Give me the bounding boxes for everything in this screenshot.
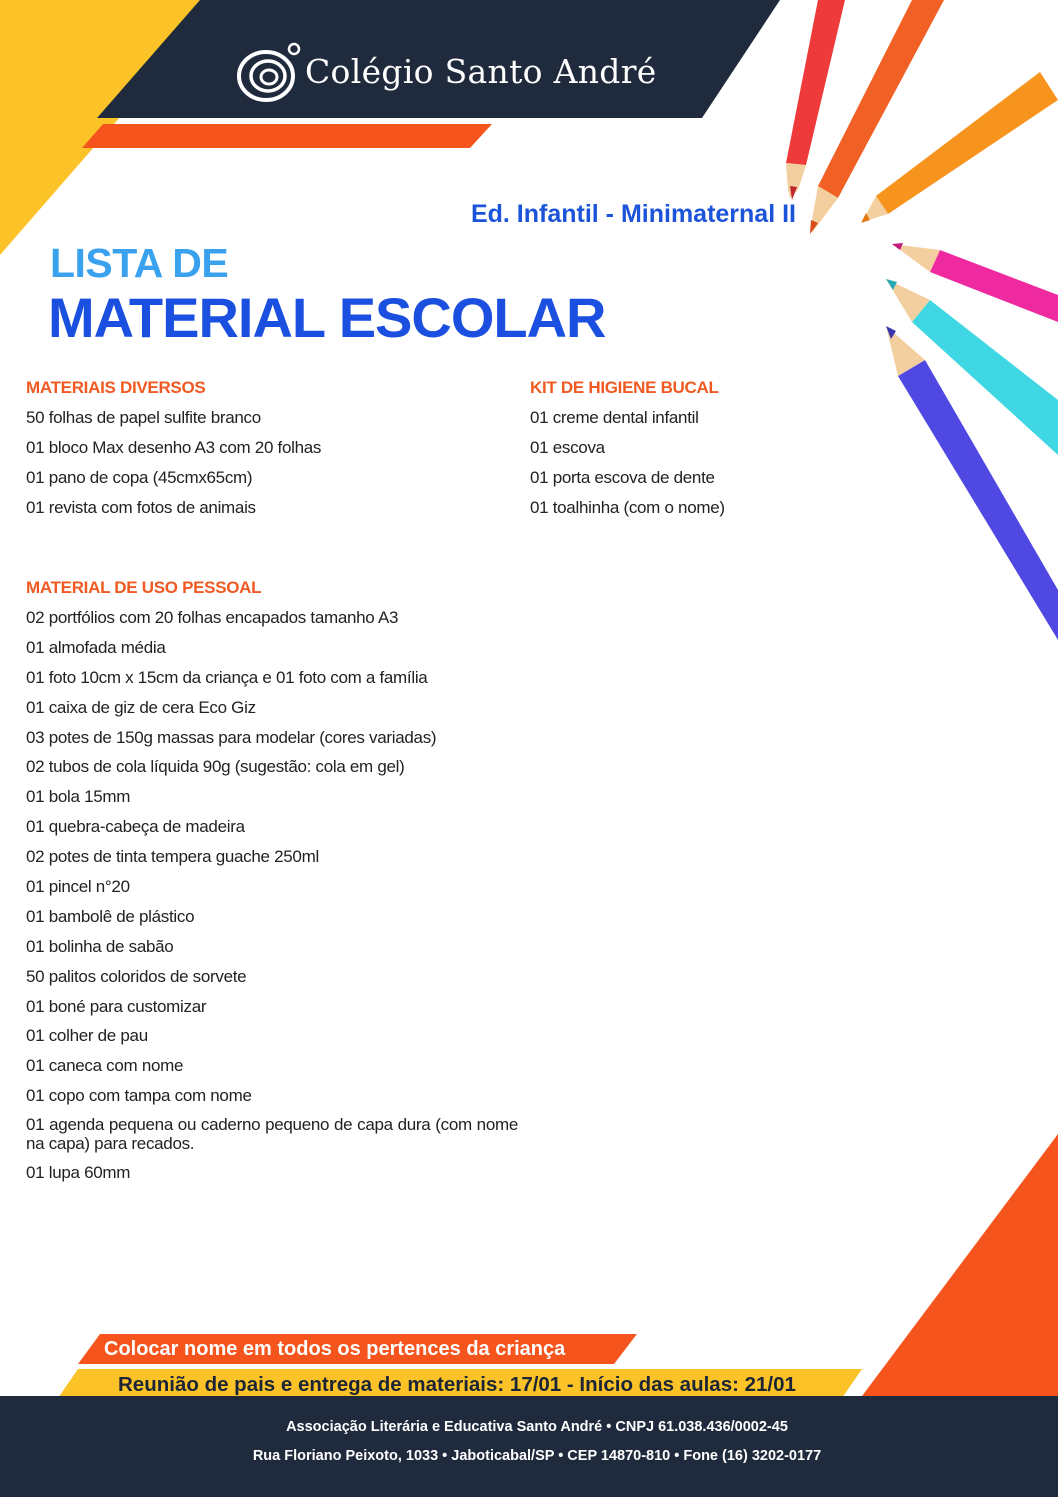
footer-address-line-2: Rua Floriano Peixoto, 1033 • Jaboticabal/SP • CEP 14870-810 • Fone (16) 3202-0177 [252,1448,822,1464]
page-title-line-2: MATERIAL ESCOLAR [48,286,606,349]
list-item: 01 quebra-cabeça de madeira [26,817,245,837]
list-item: 01 porta escova de dente [530,468,715,487]
list-item: 50 folhas de papel sulfite branco [26,408,261,427]
list-item: 01 foto 10cm x 15cm da criança e 01 foto com a família [26,667,428,687]
list-item: 02 tubos de cola líquida 90g (sugestão: cola em gel) [26,757,405,777]
list-item: 01 escova [530,438,605,457]
section-materiais-diversos [26,378,526,527]
list-item: 03 potes de 150g massas para modelar (cores variadas) [26,727,437,747]
section-heading: KIT DE HIGIENE BUCAL [530,378,719,397]
list-item: 01 bambolê de plástico [26,906,195,926]
list-item: 01 bola 15mm [26,787,131,807]
footer [0,1396,1058,1497]
list-item: 01 agenda pequena ou caderno pequeno de capa dura (com nome na capa) para recados. [26,1115,518,1154]
school-logo-icon [236,40,302,106]
name-notice-banner: Colocar nome em todos os pertences da criança [104,1338,566,1360]
dates-notice-banner: Reunião de pais e entrega de materiais: 17/01 - Início das aulas: 21/01 [118,1373,796,1396]
list-item: 01 pincel n°20 [26,877,130,897]
list-item: 01 lupa 60mm [26,1163,131,1183]
list-item: 01 pano de copa (45cmx65cm) [26,467,253,487]
list-item: 01 caneca com nome [26,1056,184,1076]
list-item: 02 portfólios com 20 folhas encapados tamanho A3 [26,608,399,627]
school-name: Colégio Santo André [305,52,657,91]
list-item: 01 bloco Max desenho A3 com 20 folhas [26,437,322,457]
list-item: 01 colher de pau [26,1026,148,1046]
page-subtitle: Ed. Infantil - Minimaternal II [470,200,796,228]
section-heading: MATERIAL DE USO PESSOAL [26,578,262,597]
page-title-line-1: LISTA DE [50,240,229,286]
section-heading: MATERIAIS DIVERSOS [26,378,206,397]
item-list [530,407,850,518]
item-list [26,607,518,1183]
list-item: 01 creme dental infantil [530,408,699,427]
header-orange-band [82,124,492,148]
list-item: 01 boné para customizar [26,996,207,1016]
section-material-uso-pessoal [26,578,518,1192]
list-item: 50 palitos coloridos de sorvete [26,966,247,986]
section-kit-higiene-bucal [530,378,850,527]
orange-corner-shape [862,1134,1058,1396]
list-item: 01 almofada média [26,637,166,657]
list-item: 01 caixa de giz de cera Eco Giz [26,697,256,717]
list-item: 01 revista com fotos de animais [26,497,256,517]
footer-address-line-1: Associação Literária e Educativa Santo André • CNPJ 61.038.436/0002-45 [286,1419,788,1435]
item-list [26,407,526,518]
list-item: 01 copo com tampa com nome [26,1086,252,1106]
list-item: 02 potes de tinta tempera guache 250ml [26,847,319,867]
list-item: 01 bolinha de sabão [26,936,174,956]
list-item: 01 toalhinha (com o nome) [530,498,725,517]
